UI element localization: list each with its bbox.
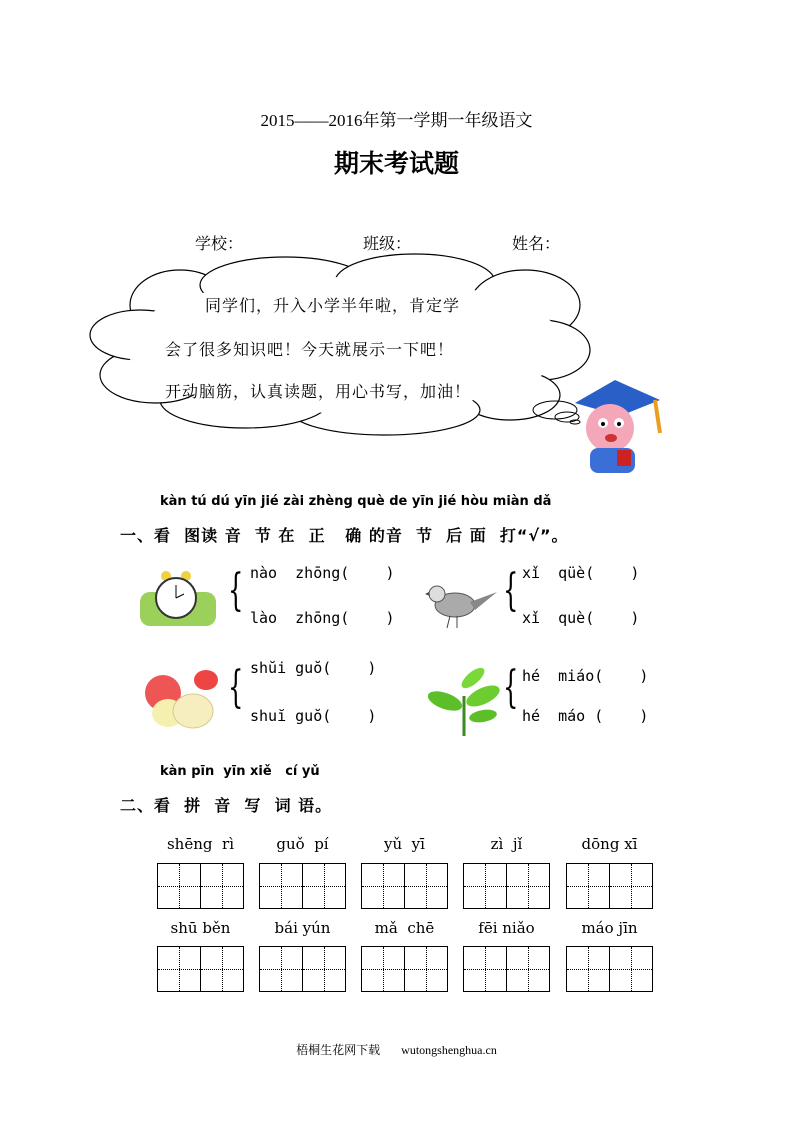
school-label: 学校： [195,234,244,253]
name-label: 姓名： [512,234,561,253]
option-text[interactable]: shŭi guŏ( ) [250,659,377,677]
word-pinyin: shēng rì [166,835,234,853]
writing-grid[interactable] [463,946,550,992]
option-text[interactable]: hé máo ( ) [522,707,649,725]
grid-cell[interactable] [567,864,610,908]
grid-cell[interactable] [507,947,549,991]
word-pinyin: yǔ yī [384,835,425,853]
grid-cell[interactable] [610,864,652,908]
footer-text: 梧桐生花网下载 wutongshenghua.cn [296,1043,497,1057]
option-text[interactable]: nào zhōng( ) [250,564,395,582]
writing-grid[interactable] [463,863,550,909]
word-pinyin: máo jīn [581,919,638,937]
grid-cell[interactable] [303,947,345,991]
writing-grid[interactable] [259,946,346,992]
sparrow-icon [425,580,497,630]
grid-cell[interactable] [507,864,549,908]
exam-title: 期末考试题 [333,149,459,178]
grid-cell[interactable] [158,947,201,991]
fruits-icon [128,663,218,736]
brace-icon: { [503,565,519,616]
section2-heading: 二、看 拼 音 写 词 语。 [120,796,333,815]
grid-cell[interactable] [610,947,652,991]
cloud-line: 会了很多知识吧！今天就展示一下吧！ [165,340,455,359]
word-pinyin: zì jǐ [490,835,523,853]
grid-cell[interactable] [260,864,303,908]
grid-cell[interactable] [201,864,243,908]
brace-icon: { [503,662,519,713]
brace-icon: { [228,662,244,713]
writing-grid[interactable] [157,946,244,992]
option-text[interactable]: shuĭ guŏ( ) [250,707,377,725]
word-pinyin: fēi niǎo [478,919,535,937]
option-text[interactable]: lào zhōng( ) [250,609,395,627]
section2-pinyin: kàn pīn yīn xiě cí yǔ [160,764,320,779]
grid-cell[interactable] [405,864,447,908]
grid-cell[interactable] [464,864,507,908]
brace-icon: { [228,565,244,616]
section1-heading: 一、看 图读 音 节 在 正 确 的音 节 后 面 打“√”。 [120,526,569,545]
grid-cell[interactable] [405,947,447,991]
exam-subtitle: 2015——2016年第一学期一年级语文 [260,111,533,130]
word-pinyin: mǎ chē [374,919,435,937]
grid-cell[interactable] [362,947,405,991]
grid-cell[interactable] [362,864,405,908]
class-label: 班级： [363,234,412,253]
option-text[interactable]: xǐ qüè( ) [522,564,640,582]
grid-cell[interactable] [260,947,303,991]
section1-pinyin: kàn tú dú yīn jié zài zhèng què de yīn jié hòu miàn dǎ [160,494,552,509]
seedling-icon [425,666,503,736]
word-pinyin: dōng xī [581,835,638,853]
writing-grid[interactable] [361,863,448,909]
word-pinyin: shū běn [170,919,231,937]
option-text[interactable]: xǐ què( ) [522,609,640,627]
writing-grid[interactable] [157,863,244,909]
grid-cell[interactable] [158,864,201,908]
word-pinyin: bái yún [274,919,331,937]
cloud-line: 开动脑筋，认真读题，用心书写，加油！ [165,382,472,401]
writing-grid[interactable] [566,946,653,992]
grid-cell[interactable] [201,947,243,991]
word-pinyin: guǒ pí [276,835,329,853]
grid-cell[interactable] [303,864,345,908]
alarm-clock-icon [140,570,216,626]
option-text[interactable]: hé miáo( ) [522,667,649,685]
cartoon-student-icon [565,378,665,478]
writing-grid[interactable] [259,863,346,909]
grid-cell[interactable] [464,947,507,991]
grid-cell[interactable] [567,947,610,991]
writing-grid[interactable] [566,863,653,909]
cloud-line: 同学们，升入小学半年啦，肯定学 [205,296,461,315]
writing-grid[interactable] [361,946,448,992]
